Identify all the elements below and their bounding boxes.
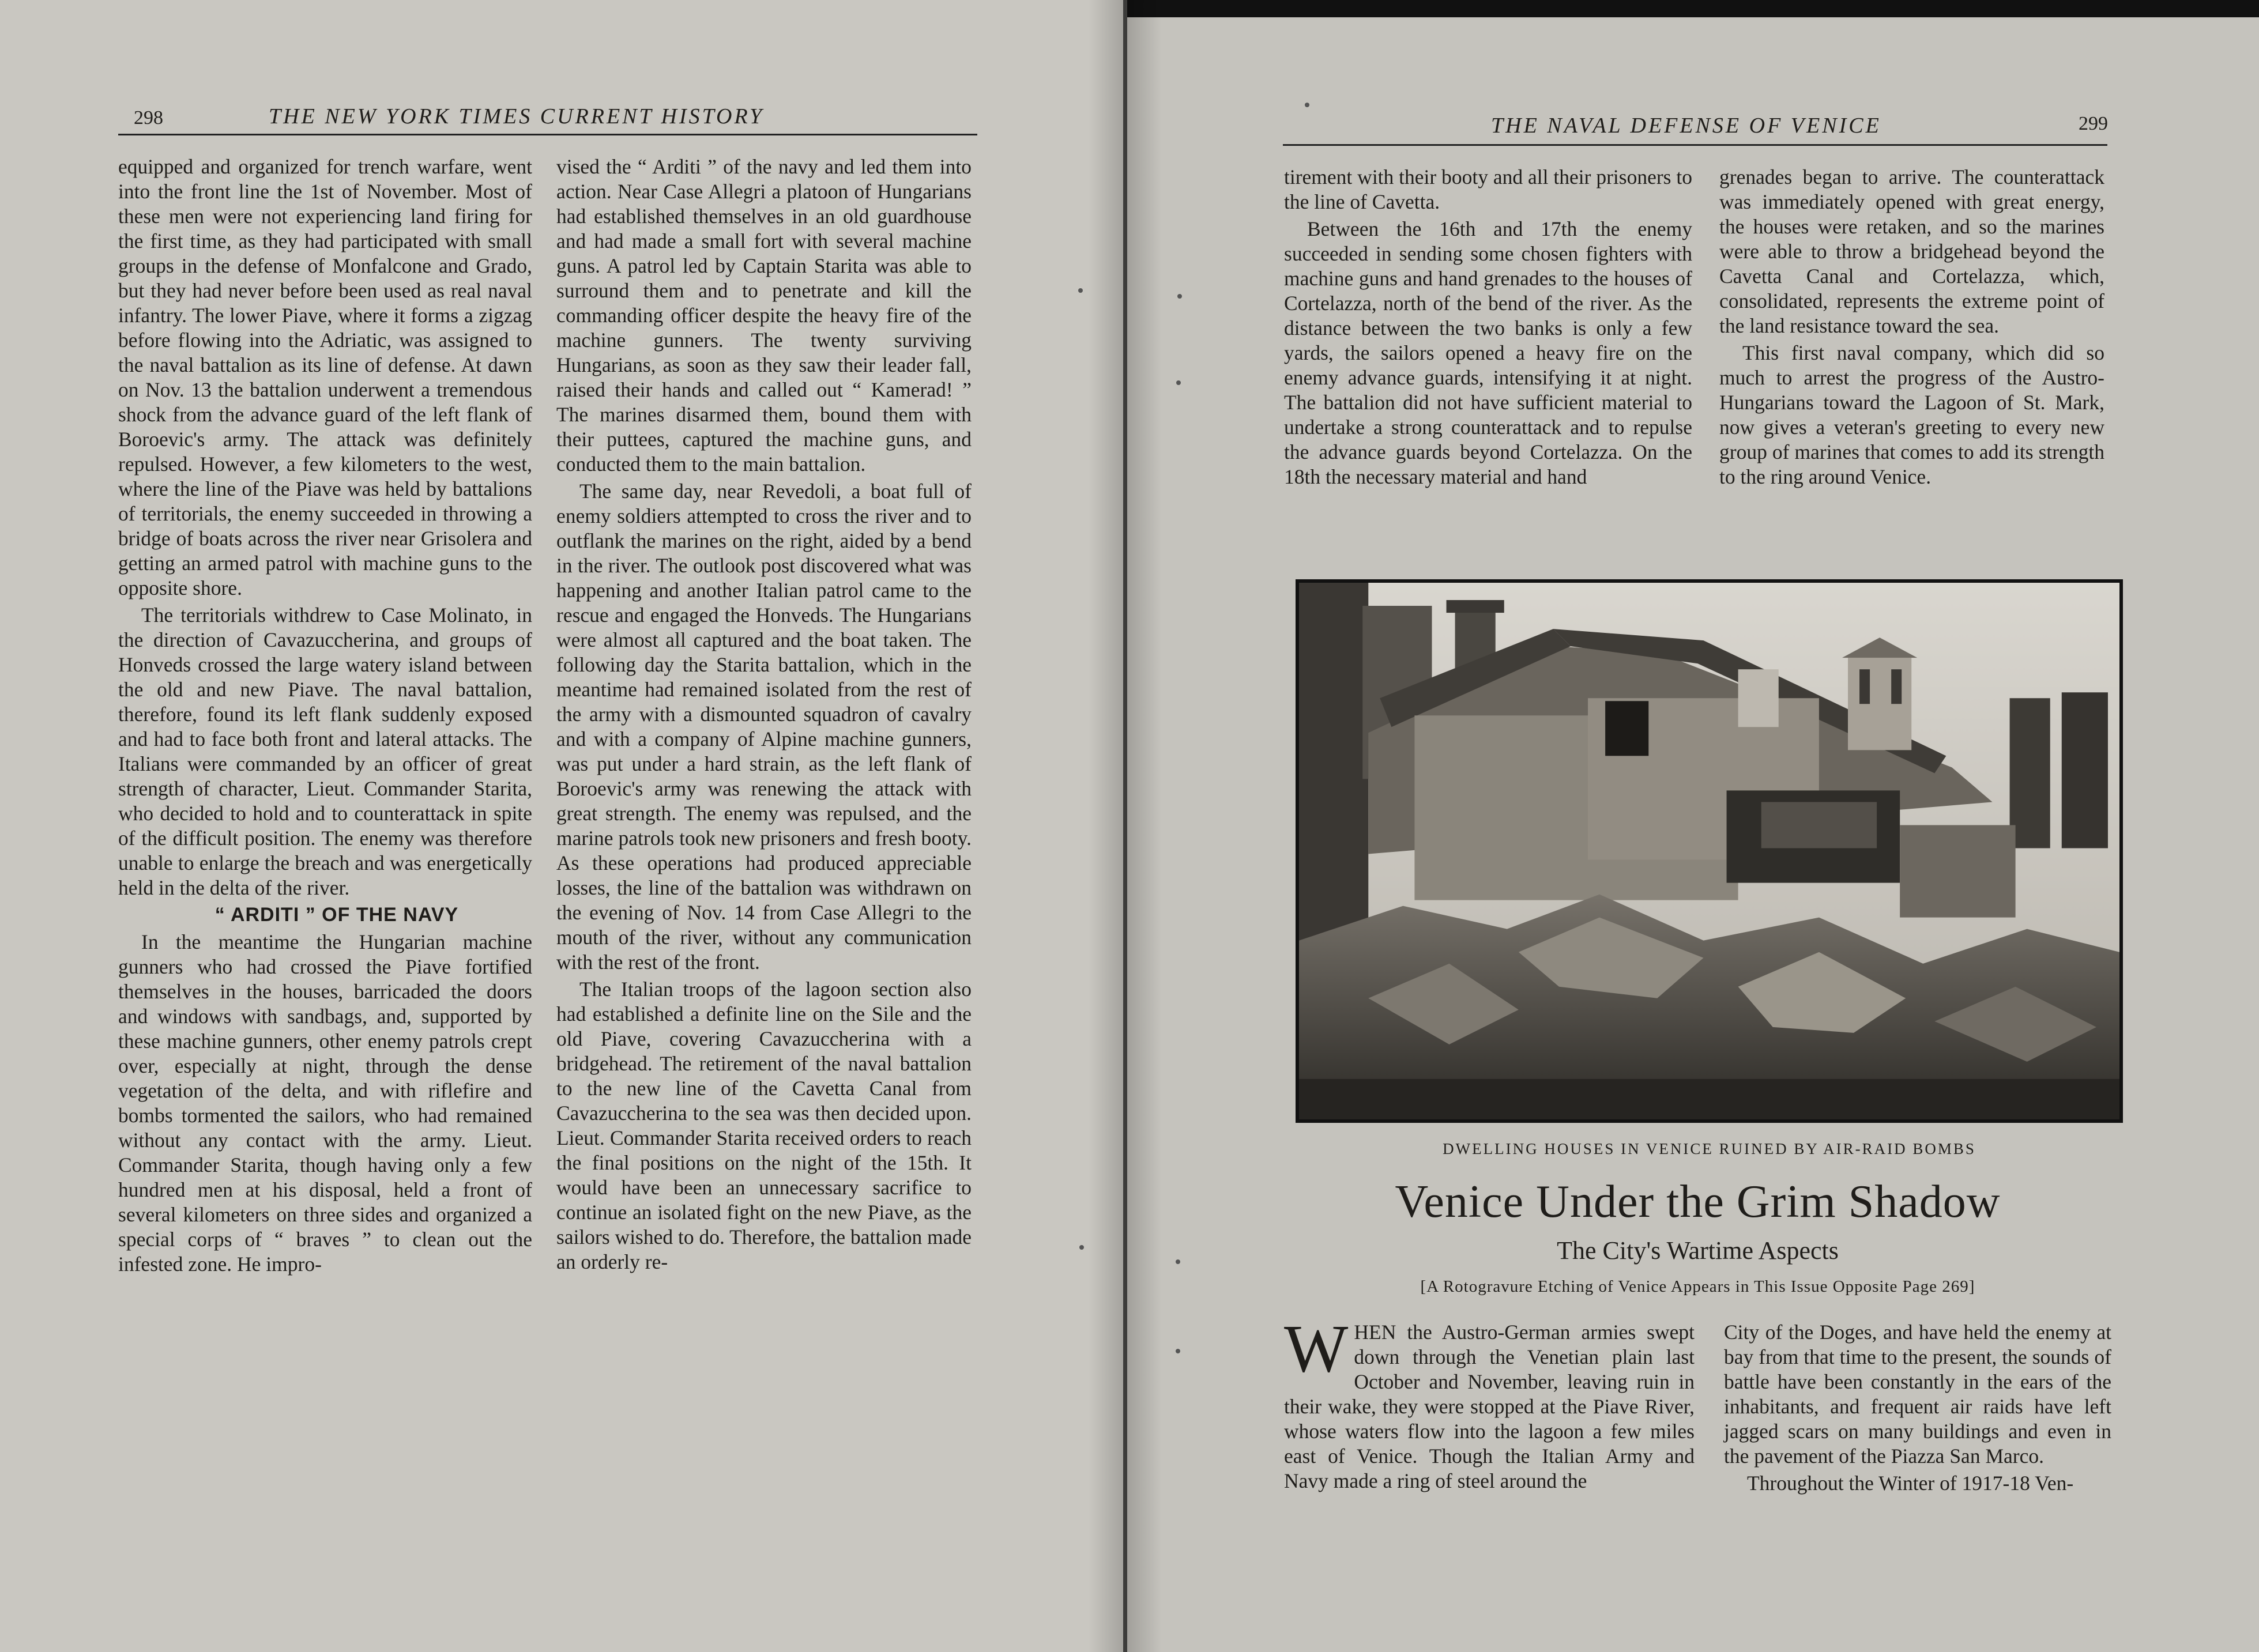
header-rule bbox=[1283, 144, 2107, 146]
paragraph: City of the Doges, and have held the enemy at bay from that time to the present, the sounds of battle have been constantly in the ears of the inhabitants, and frequent air raids have left jagged scars on many buildings and even in the pavement of the Piazza San Marco. bbox=[1724, 1321, 2111, 1468]
left-column-1 bbox=[118, 154, 532, 1277]
page-speck bbox=[1177, 294, 1182, 299]
paragraph: Between the 16th and 17th the enemy succeeded in sending some chosen fighters with machine guns and hand grenades to the houses of Cortelazza, north of the bend of the river. As the distance between the two banks is only a few yards, the sailors opened a heavy fire on the enemy advance guards, intensifying it at night. The battalion did not have sufficient material to undertake a strong counterattack and to repulse the advance guards beyond Cortelazza. On the 18th the necessary material and hand bbox=[1284, 217, 1692, 488]
right-column-2 bbox=[1719, 165, 2104, 489]
article-subtitle: The City's Wartime Aspects bbox=[1557, 1236, 1839, 1265]
drop-cap: W bbox=[1284, 1311, 1349, 1386]
paragraph: This first naval company, which did so much to arrest the progress of the Austro-Hungarians toward the Lagoon of St. Mark, now gives a veteran's greeting to every new group of marines that comes to add its strength to the ring around Venice. bbox=[1719, 341, 2104, 488]
paragraph: The Italian troops of the lagoon section also had established a definite line on the Sile and the old Piave, covering Cavazuccherina with a bridgehead. The retirement of the naval battalion to the new line of the Cavetta Canal from Cavazuccherina to the sea was then decided upon. Lieut. Commander Starita received orders to reach the final positions on the night of the 15th. It would have been an unnecessary sacrifice to continue an isolated fight on the new Piave, as the sailors wished to do. Therefore, the battalion made an orderly re- bbox=[556, 978, 972, 1273]
gutter-shadow bbox=[1127, 0, 1162, 1652]
photo-image bbox=[1299, 583, 2119, 1119]
right-page bbox=[1127, 0, 2259, 1652]
article-column-2 bbox=[1724, 1320, 2111, 1496]
gutter-shadow bbox=[1089, 0, 1123, 1652]
page-number-right: 299 bbox=[2079, 113, 2108, 134]
page-speck bbox=[1176, 380, 1181, 385]
photo-ruined-houses bbox=[1296, 579, 2123, 1123]
paragraph: vised the “ Arditi ” of the navy and led them into action. Near Case Allegri a platoon of Hungarians had established themselves in an old guardhouse and had made a small fort with several machine guns. A patrol led by Captain Starita was able to surround them and to penetrate and kill the commanding officer despite the heavy fire of the machine gunners. The twenty surviving Hungarians, as soon as they saw their leader fall, raised their hands and called out “ Kamerad! ” The marines disarmed them, bound them with their puttees, captured the machine guns, and conducted them to the main battalion. bbox=[556, 155, 972, 476]
running-head-left: THE NEW YORK TIMES CURRENT HISTORY bbox=[269, 104, 765, 129]
page-top-edge bbox=[1127, 0, 2259, 17]
photo-caption: DWELLING HOUSES IN VENICE RUINED BY AIR-RAID BOMBS bbox=[1443, 1140, 1976, 1157]
page-number-left: 298 bbox=[134, 107, 163, 129]
paragraph: Throughout the Winter of 1917-18 Ven- bbox=[1747, 1472, 2074, 1495]
paragraph: The territorials withdrew to Case Molinato, in the direction of Cavazuccherina, and groups of Honveds crossed the large watery island between the old and new Piave. The naval battalion, therefore, found its left flank suddenly exposed and had to face both front and lateral attacks. The Italians were commanded by an officer of great strength of character, Lieut. Commander Starita, who decided to hold and to counterattack in spite of the difficult position. The enemy was therefore unable to enlarge the breach and was energetically held in the delta of the river. bbox=[118, 604, 532, 899]
article-column-1 bbox=[1284, 1311, 1695, 1493]
page-speck bbox=[1176, 1259, 1180, 1264]
paragraph: The same day, near Revedoli, a boat full of enemy soldiers attempted to cross the river and to outflank the marines on the right, aided by a bend in the river. The outlook post discovered what was happening and another Italian patrol came to the rescue and engaged the Honveds. The Hungarians were almost all captured and the boat taken. The following day the Starita battalion, which in the meantime had remained isolated from the rest of the army with a dismounted squadron of cavalry and with a company of Alpine machine gunners, was put under a hard strain, as the left flank of Boroevic's army was renewing the attack with great strength. The enemy was repulsed, and the marine patrols took new prisoners and fresh booty. As these operations had produced appreciable losses, the line of the battalion was withdrawn on the evening of Nov. 14 from Case Allegri to the mouth of the river, without any communication with the rest of the front. bbox=[556, 480, 972, 974]
page-speck bbox=[1078, 288, 1083, 293]
paragraph: tirement with their booty and all their prisoners to the line of Cavetta. bbox=[1284, 165, 1692, 213]
page-speck bbox=[1305, 103, 1309, 107]
paragraph: equipped and organized for trench warfare, went into the front line the 1st of November. Most of these men were not experiencing land firing for the first time, as they had participated with small groups in the defense of Monfalcone and Grado, but they had never before been used as real naval infantry. The lower Piave, where it forms a zigzag before flowing into the Adriatic, was assigned to the naval battalion as its line of defense. At dawn on Nov. 13 the battalion underwent a tremendous shock from the advance guard of the left flank of Boroevic's army. The attack was definitely repulsed. However, a few kilometers to the west, where the line of the Piave was held by battalions of territorials, the enemy succeeded in throwing a bridge of boats across the river near Grisolera and getting an armed patrol with machine guns to the opposite shore. bbox=[118, 155, 532, 599]
paragraph: In the meantime the Hungarian machine gunners who had crossed the Piave fortified themselves in the houses, barricaded the doors and windows with sandbags, and, supported by these machine gunners, other enemy patrols crept over, especially at night, through the dense vegetation of the delta, and with riflefire and bombs tormented the sailors, who had remained without any contact with the army. Lieut. Commander Starita, though having only a few hundred men at his disposal, held a front of several kilometers on three sides and organized a special corps of “ braves ” to clean out the infested zone. He impro- bbox=[118, 930, 532, 1276]
left-column-2 bbox=[556, 154, 972, 1274]
header-rule bbox=[118, 134, 977, 135]
section-subhead: “ ARDITI ” OF THE NAVY bbox=[214, 904, 459, 926]
article-note: [A Rotogravure Etching of Venice Appears in This Issue Opposite Page 269] bbox=[1420, 1277, 1975, 1296]
paragraph-text: HEN the Austro-German armies swept down through the Venetian plain last October and November, leaving ruin in their wake, they were stopped at the Piave River, whose waters flow into the lagoon a few miles east of Venice. Though the Italian Army and Navy made a ring of steel around the bbox=[1284, 1321, 1695, 1492]
right-column-1 bbox=[1284, 165, 1692, 489]
page-speck bbox=[1079, 1245, 1084, 1250]
running-head-right: THE NAVAL DEFENSE OF VENICE bbox=[1491, 114, 1881, 138]
left-page bbox=[0, 0, 1123, 1652]
paragraph: grenades began to arrive. The counterattack was immediately opened with great energy, the houses were retaken, and so the marines were able to throw a bridgehead beyond the Cavetta Canal and Cortelazza, which, consolidated, represents the extreme point of the land resistance toward the sea. bbox=[1719, 165, 2104, 337]
page-speck bbox=[1176, 1349, 1180, 1353]
paragraph bbox=[1284, 1311, 1695, 1493]
article-headline: Venice Under the Grim Shadow bbox=[1395, 1176, 2001, 1227]
